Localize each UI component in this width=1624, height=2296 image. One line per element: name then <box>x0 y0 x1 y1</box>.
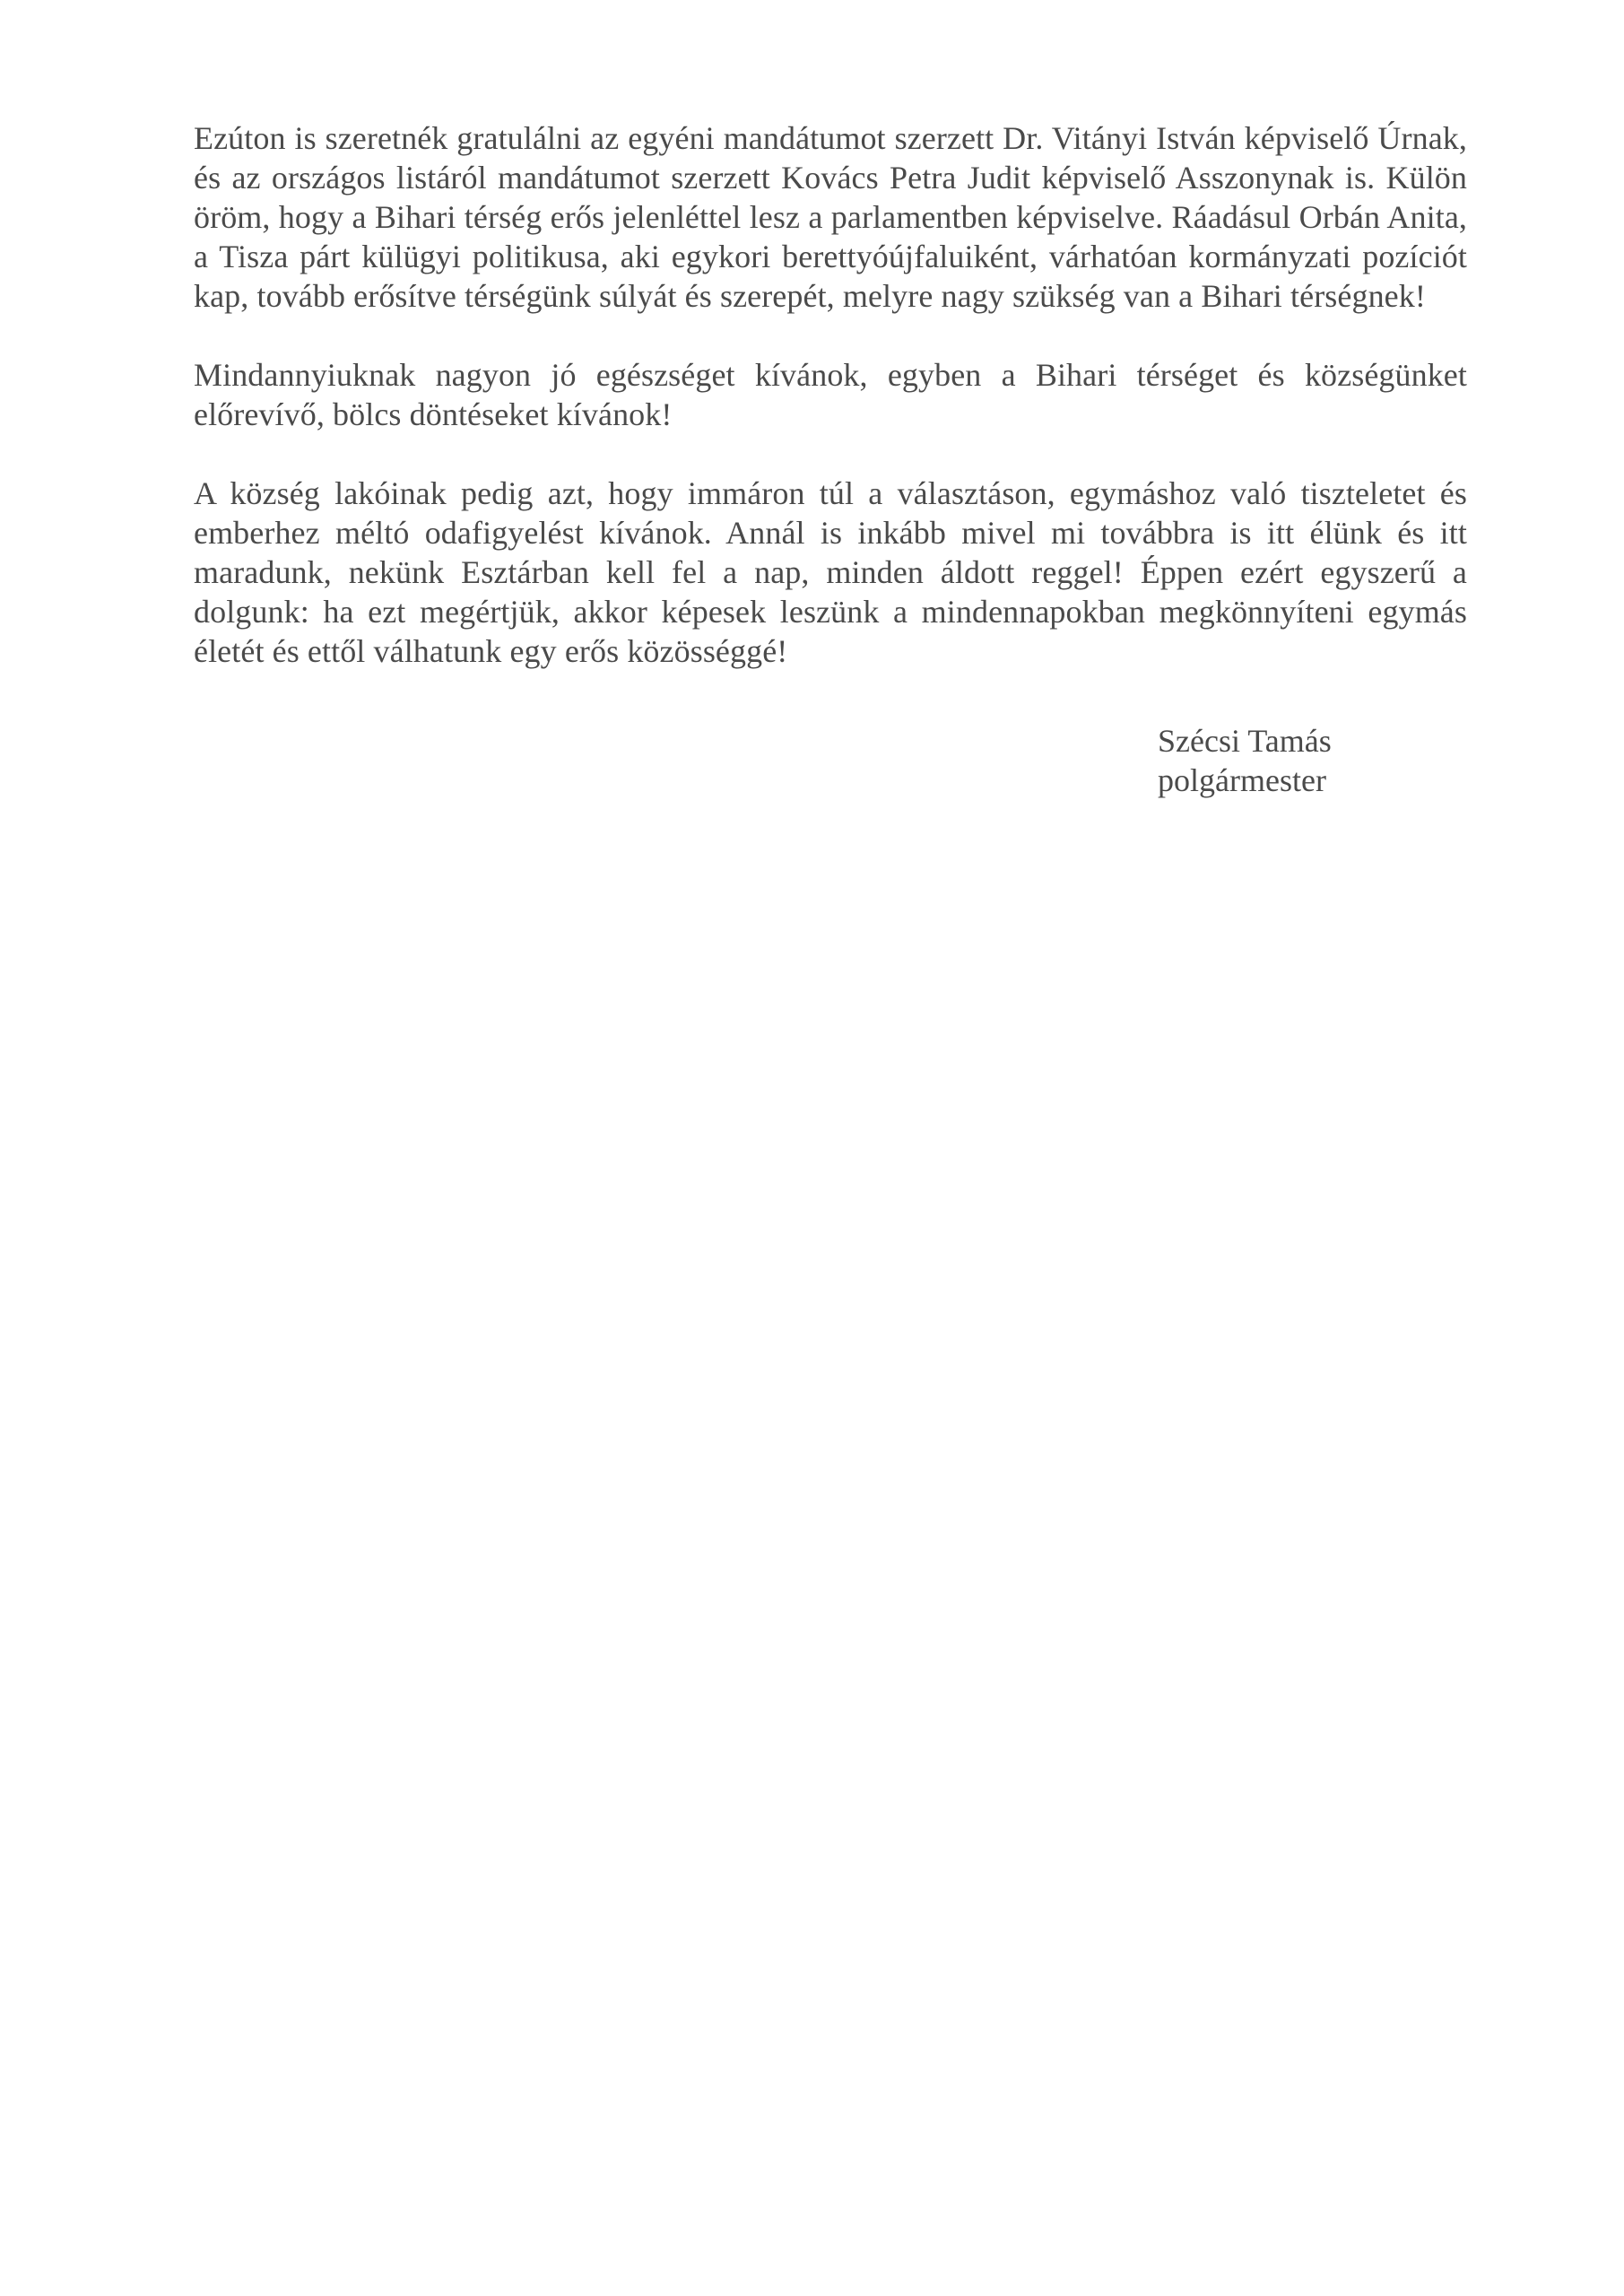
signature-title: polgármester <box>1158 762 1326 798</box>
signature-name: Szécsi Tamás <box>1158 723 1332 759</box>
signature-block <box>1158 721 1332 800</box>
letter-body <box>0 0 1624 800</box>
letter-paragraph-wishes: Mindannyiuknak nagyon jó egészséget kívánok, egyben a Bihari térséget és községünket előrevívő, bölcs döntéseket kívánok! <box>194 357 1467 432</box>
letter-paragraph-community: A község lakóinak pedig azt, hogy immáron túl a választáson, egymáshoz való tiszteletet és emberhez méltó odafigyelést kívánok. Annál is inkább mivel mi továbbra is itt élünk és itt maradunk, nekünk Esztárban kell fel a nap, minden áldott reggel! Éppen ezért egyszerű a dolgunk: ha ezt megértjük, akkor képesek leszünk a mindennapokban megkönnyíteni egymás életét és ettől válhatunk egy erős közösséggé! <box>194 475 1467 669</box>
letter-paragraph-congratulations: Ezúton is szeretnék gratulálni az egyéni mandátumot szerzett Dr. Vitányi István képviselő Úrnak, és az országos listáról mandátumot szerzett Kovács Petra Judit képviselő Asszonynak is. Külön öröm, hogy a Bihari térség erős jelenléttel lesz a parlamentben képviselve. Ráadásul Orbán Anita, a Tisza párt külügyi politikusa, aki egykori berettyóújfaluiként, várhatóan kormányzati pozíciót kap, tovább erősítve térségünk súlyát és szerepét, melyre nagy szükség van a Bihari térségnek! <box>194 120 1467 314</box>
